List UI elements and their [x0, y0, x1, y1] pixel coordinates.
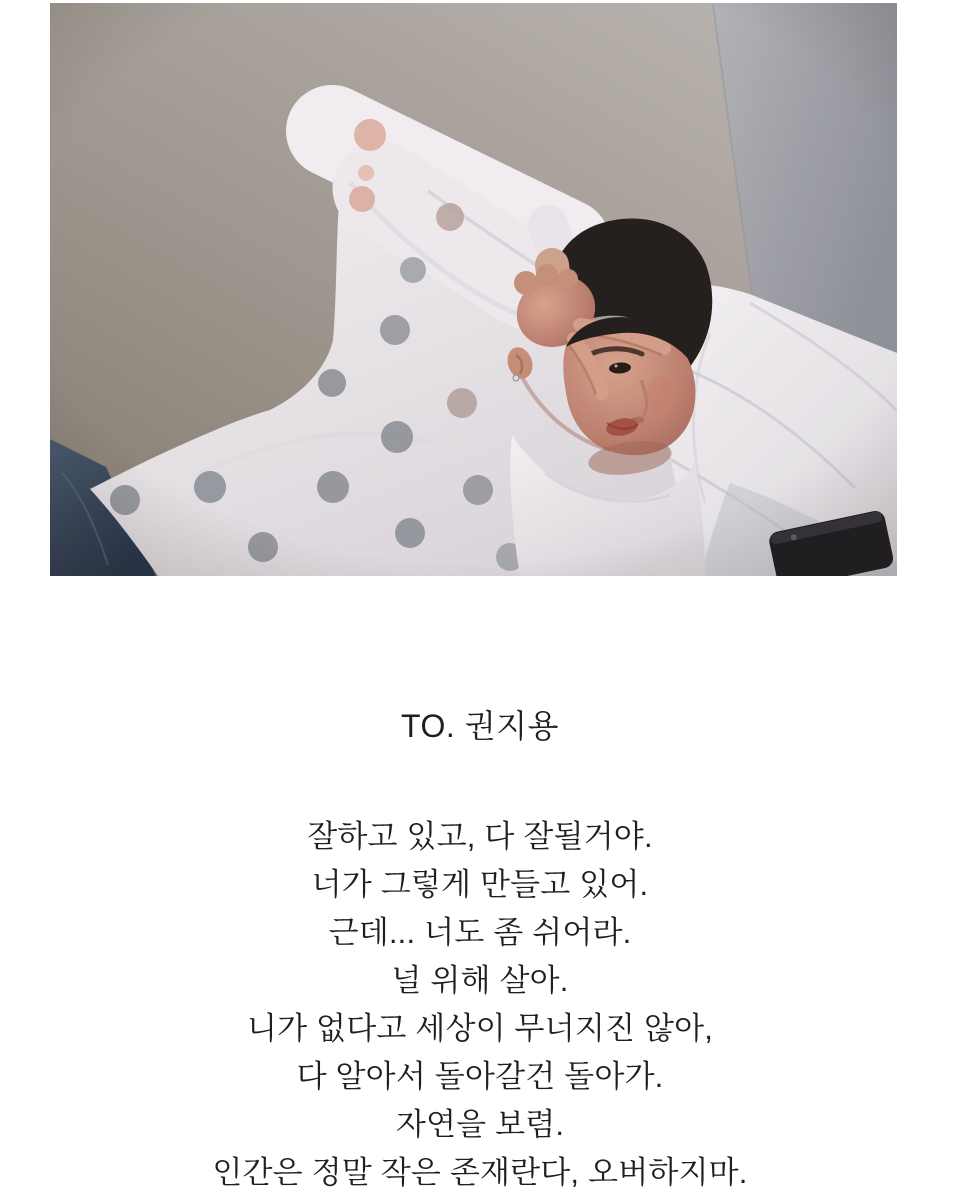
- letter-line: 니가 없다고 세상이 무너지진 않아,: [246, 1011, 714, 1046]
- letter-text: [0, 577, 960, 1197]
- letter-line: 너가 그렇게 만들고 있어.: [311, 867, 649, 902]
- letter-line: 근데... 너도 좀 쉬어라.: [328, 915, 632, 950]
- letter-line: 잘하고 있고, 다 잘될거야.: [307, 819, 653, 854]
- letter-line: 인간은 정말 작은 존재란다, 오버하지마.: [212, 1155, 748, 1190]
- bed-selfie-illustration: [50, 3, 897, 576]
- letter-line: 자연을 보렴.: [395, 1107, 565, 1142]
- letter-title: TO. 권지용: [401, 708, 559, 744]
- letter-line: 다 알아서 돌아갈건 돌아가.: [296, 1059, 664, 1094]
- letter-body: [0, 813, 960, 1197]
- bed-selfie-photo: [50, 3, 897, 576]
- letter-line: 널 위해 살아.: [391, 963, 569, 998]
